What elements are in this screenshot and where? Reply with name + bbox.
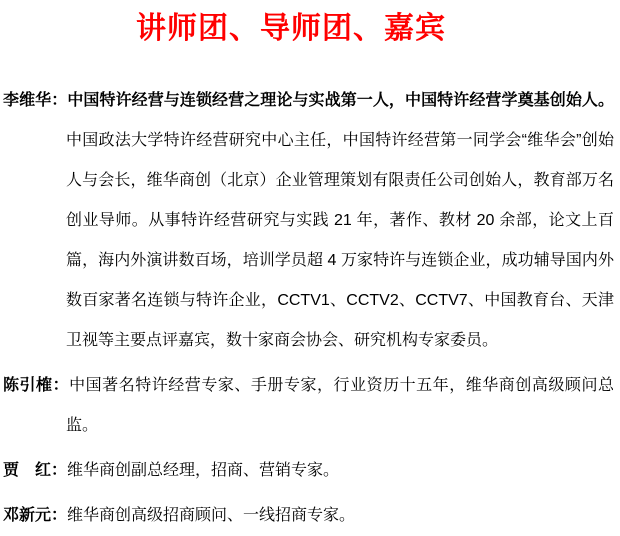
- document-page: [0, 10, 620, 524]
- speaker-name: 李维华：: [3, 92, 68, 109]
- speaker-name: 邓新元：: [3, 507, 68, 524]
- speaker-description: 维华商创高级招商顾问、一线招商专家。: [67, 507, 356, 524]
- speaker-entry-jiahong: [3, 451, 614, 491]
- speaker-name: 陈引榷：: [3, 377, 70, 394]
- speaker-entry-dengxinyuan: [3, 496, 614, 536]
- speaker-intro-bold: 中国特许经营与连锁经营之理论与实战第一人，中国特许经营学奠基创始人。: [67, 92, 614, 109]
- speaker-list: [0, 81, 620, 536]
- speaker-description: 中国著名特许经营专家、手册专家，行业资历十五年，维华商创高级顾问总监。: [66, 377, 614, 434]
- speaker-description: 维华商创副总经理，招商、营销专家。: [67, 462, 340, 479]
- page-title: 讲师团、导师团、嘉宾: [136, 12, 446, 45]
- speaker-entry-chenyinque: [3, 366, 614, 446]
- speaker-name: 贾 红：: [3, 462, 68, 479]
- speaker-description: 中国政法大学特许经营研究中心主任，中国特许经营第一同学会“维华会”创始人与会长，维华商创（北京）企业管理策划有限责任公司创始人，教育部万名创业导师。从事特许经营研究与实践 21 年，著作、教材 20 余部，论文上百篇，海内外演讲数百场，培训学员超 4 万家特许与连锁企业，成功辅导国内外数百家著名连锁与特许企业，CCTV1、CCTV2、CCTV7、中国教育台、天津卫视等主要点评嘉宾，数十家商会协会、研究机构专家委员。: [66, 132, 614, 349]
- speaker-entry-liweihua: [3, 81, 614, 361]
